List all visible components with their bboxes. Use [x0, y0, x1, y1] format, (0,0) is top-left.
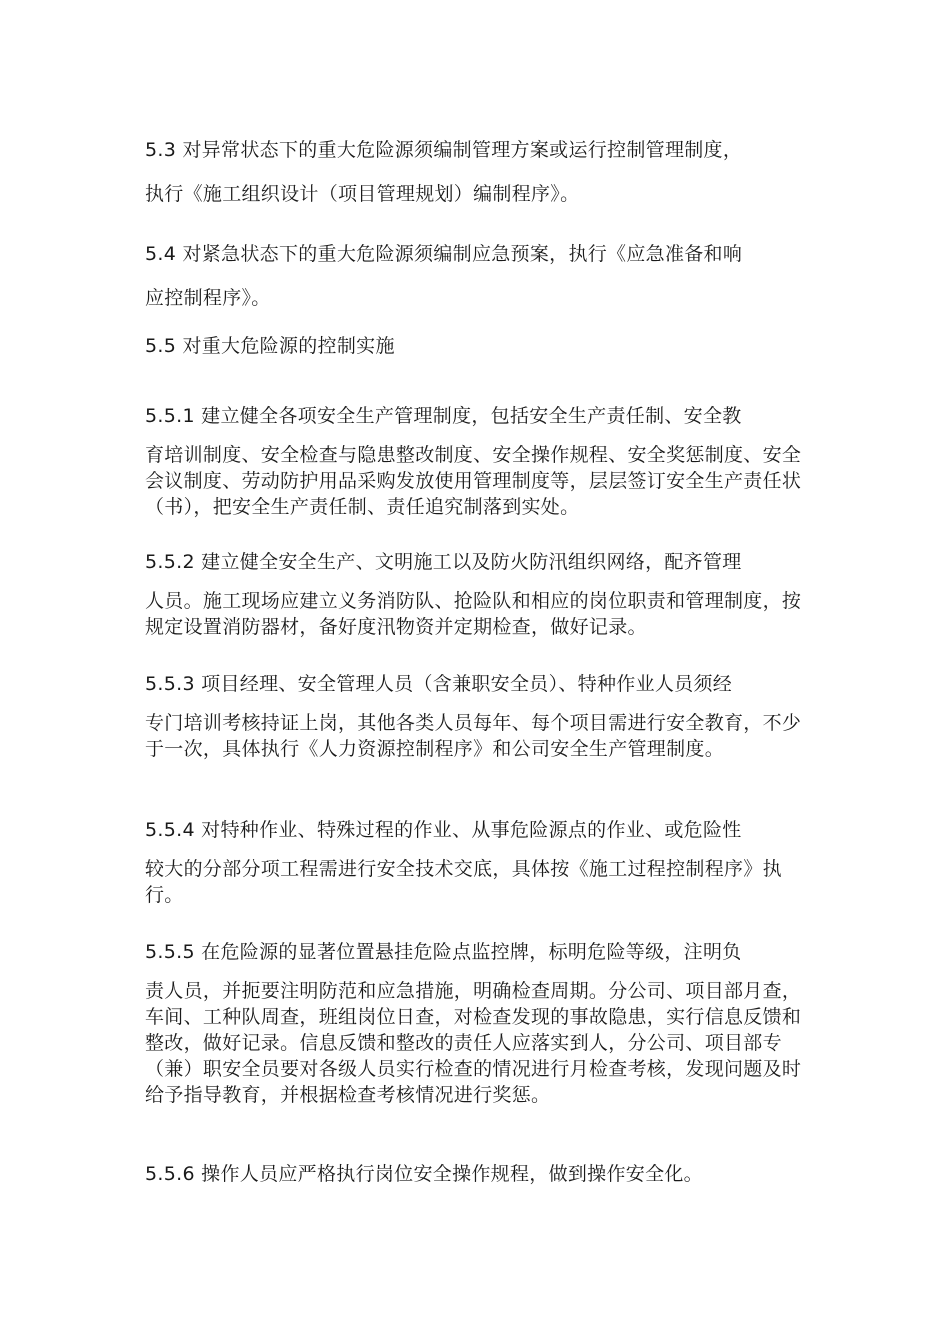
paragraph-first-line: 5.5.3 项目经理、安全管理人员（含兼职安全员）、特种作业人员须经 [145, 673, 733, 695]
paragraph-body: 育培训制度、安全检查与隐患整改制度、安全操作规程、安全奖惩制度、安全会议制度、劳动防护用品采购发放使用管理制度等，层层签订安全生产责任状（书），把安全生产责任制、责任追究制落到实处。 [145, 444, 802, 518]
paragraph-continuation: 执行《施工组织设计（项目管理规划）编制程序》。 [145, 183, 580, 205]
paragraph-body: 人员。施工现场应建立义务消防队、抢险队和相应的岗位职责和管理制度，按规定设置消防器材，备好度汛物资并定期检查，做好记录。 [145, 590, 802, 638]
paragraph-first-line: 5.3 对异常状态下的重大危险源须编制管理方案或运行控制管理制度， [145, 139, 743, 161]
paragraph-first-line: 5.5.5 在危险源的显著位置悬挂危险点监控牌，标明危险等级，注明负 [145, 941, 742, 963]
paragraph-first-line: 5.5.2 建立健全安全生产、文明施工以及防火防汛组织网络，配齐管理 [145, 551, 742, 573]
paragraph-body: 责人员，并扼要注明防范和应急措施，明确检查周期。分公司、项目部月查，车间、工种队周查，班组岗位日查，对检查发现的事故隐患，实行信息反馈和整改，做好记录。信息反馈和整改的责任人应落实到人，分公司、项目部专（兼）职安全员要对各级人员实行检查的情况进行月检查考核，发现问题及时给予指导教育，并根据检查考核情况进行奖惩。 [145, 980, 802, 1106]
paragraph-5-5 [145, 324, 805, 368]
paragraph-5-3 [145, 128, 805, 216]
paragraph-body: 较大的分部分项工程需进行安全技术交底，具体按《施工过程控制程序》执行。 [145, 858, 782, 906]
paragraph-first-line: 5.5 对重大危险源的控制实施 [145, 335, 395, 357]
paragraph-continuation: 应控制程序》。 [145, 287, 271, 309]
paragraph-first-line: 5.4 对紧急状态下的重大危险源须编制应急预案，执行《应急准备和响 [145, 243, 743, 265]
paragraph-5-5-3 [145, 662, 805, 762]
paragraph-first-line: 5.5.1 建立健全各项安全生产管理制度，包括安全生产责任制、安全教 [145, 405, 742, 427]
paragraph-5-5-4 [145, 808, 805, 908]
paragraph-5-5-6 [145, 1152, 805, 1196]
paragraph-5-4 [145, 232, 805, 320]
paragraph-5-5-2 [145, 540, 805, 640]
paragraph-first-line: 5.5.4 对特种作业、特殊过程的作业、从事危险源点的作业、或危险性 [145, 819, 742, 841]
paragraph-5-5-5 [145, 930, 805, 1108]
paragraph-body: 专门培训考核持证上岗，其他各类人员每年、每个项目需进行安全教育，不少于一次，具体执行《人力资源控制程序》和公司安全生产管理制度。 [145, 712, 802, 760]
paragraph-5-5-1 [145, 394, 805, 520]
paragraph-first-line: 5.5.6 操作人员应严格执行岗位安全操作规程，做到操作安全化。 [145, 1163, 703, 1185]
